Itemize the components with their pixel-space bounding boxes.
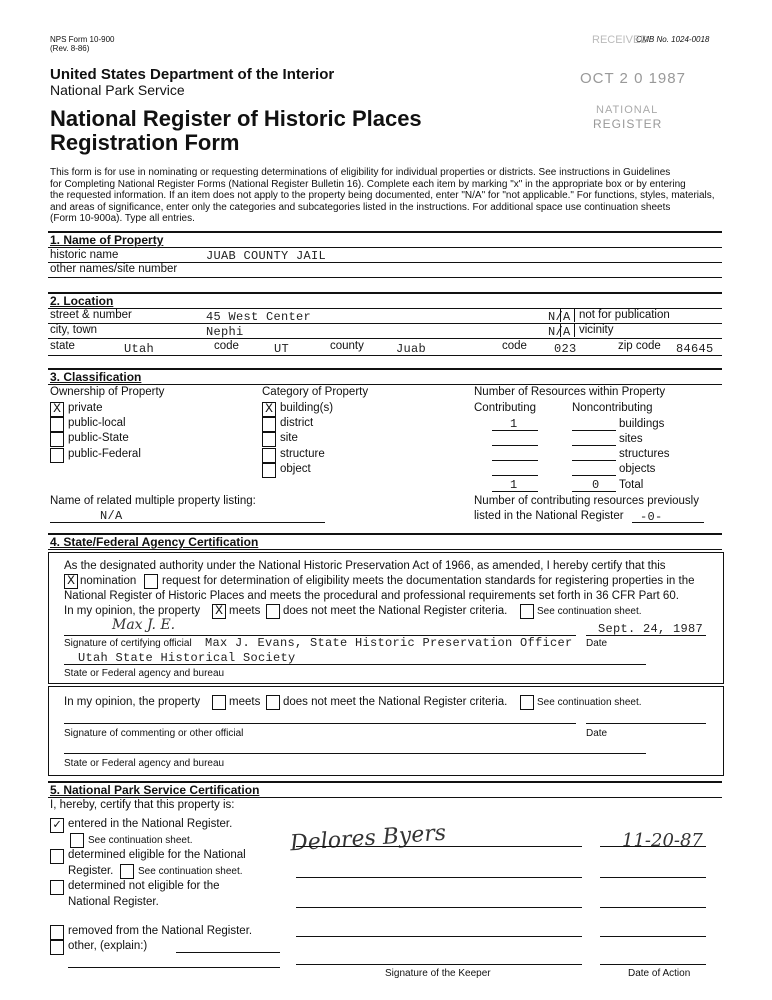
object-checkbox[interactable] — [262, 463, 276, 478]
keeper-signature-label: Signature of the Keeper — [385, 968, 491, 979]
stamp-national: NATIONAL — [596, 104, 659, 116]
not-for-publication-value[interactable]: N/A — [548, 310, 571, 324]
request-checkbox[interactable] — [144, 574, 158, 589]
district-checkbox[interactable] — [262, 417, 276, 432]
nomination-checkbox[interactable]: X — [64, 574, 78, 589]
see-continuation-checkbox[interactable] — [520, 604, 534, 619]
see-continuation-checkbox-2[interactable] — [520, 695, 534, 710]
private-checkbox[interactable]: X — [50, 402, 64, 417]
buildings-row-label: buildings — [619, 418, 665, 430]
service-name: National Park Service — [50, 82, 185, 98]
agency-label: State or Federal agency and bureau — [64, 668, 225, 679]
total-row-label: Total — [619, 479, 644, 491]
city-label: city, town — [50, 324, 98, 336]
determined-not-eligible-label-1: determined not eligible for the — [68, 880, 220, 892]
structure-label: structure — [280, 448, 325, 460]
instructions: This form is for use in nominating or requesting determinations of eligibility for individual properties or districts. See instructions in Guidelines for Completing National Register Forms (National Register Bulletin 16). Complete each item by marking "x" in the appropriate box or by entering the requested information. If an item does not apply to the property being documented, enter "N/A" for "not applicable." For functions, styles, materials, and areas of significance, enter only the categories and subcategories listed in the instructions. For additional space use continuation sheets (Form 10-900a). Type all entries. — [50, 167, 715, 225]
sites-row-label: sites — [619, 433, 643, 445]
department-name: United States Department of the Interior — [50, 66, 335, 83]
opinion-label: In my opinion, the property — [64, 605, 201, 617]
structures-row-label: structures — [619, 448, 670, 460]
buildings-contributing[interactable]: 1 — [510, 417, 518, 431]
meets-checkbox[interactable]: X — [212, 604, 226, 619]
site-label: site — [280, 432, 298, 444]
zip-label: zip code — [618, 340, 661, 352]
buildings-category-label: building(s) — [280, 402, 334, 414]
section-3-heading: 3. Classification — [50, 370, 142, 384]
total-noncontributing[interactable]: 0 — [592, 478, 600, 492]
public-state-label: public-State — [68, 432, 129, 444]
site-checkbox[interactable] — [262, 432, 276, 447]
agency-label-2: State or Federal agency and bureau — [64, 758, 225, 769]
public-local-checkbox[interactable] — [50, 417, 64, 432]
form-title-line2: Registration Form — [50, 130, 240, 155]
resources-label: Number of Resources within Property — [474, 386, 666, 398]
commenting-signature-label: Signature of commenting or other official — [64, 728, 244, 739]
previously-listed-line2: listed in the National Register — [474, 510, 624, 522]
form-number: NPS Form 10-900 — [50, 35, 115, 44]
form-revision: (Rev. 8-86) — [50, 44, 90, 53]
other-checkbox[interactable] — [50, 940, 64, 955]
category-label: Category of Property — [262, 386, 369, 398]
nomination-label: nomination — [80, 575, 137, 587]
omb-number: OMB No. 1024-0018 — [636, 35, 710, 44]
entered-continuation-checkbox[interactable] — [70, 833, 84, 848]
determined-not-eligible-label-2: National Register. — [68, 896, 159, 908]
request-label: request for determination of eligibility meets the documentation standards for registering properties in the — [162, 575, 695, 587]
public-federal-checkbox[interactable] — [50, 448, 64, 463]
removed-checkbox[interactable] — [50, 925, 64, 940]
certifying-official-name[interactable]: Max J. Evans, State Historic Preservation Officer — [205, 636, 573, 650]
state-code-label: code — [214, 340, 239, 352]
nps-intro: I, hereby, certify that this property is: — [50, 799, 235, 811]
section-2-rule — [48, 292, 722, 294]
state-label: state — [50, 340, 75, 352]
historic-name-label: historic name — [50, 249, 119, 261]
does-not-meet-checkbox[interactable] — [266, 604, 280, 619]
buildings-checkbox[interactable]: X — [262, 402, 276, 417]
signature-label: Signature of certifying official — [64, 638, 192, 649]
state-value[interactable]: Utah — [124, 342, 155, 356]
eligible-continuation-checkbox[interactable] — [120, 864, 134, 879]
street-label: street & number — [50, 309, 132, 321]
cert-date-label: Date — [586, 638, 608, 649]
stamp-register: REGISTER — [593, 117, 663, 131]
cert-date-value[interactable]: Sept. 24, 1987 — [598, 622, 704, 636]
county-code-value[interactable]: 023 — [554, 342, 577, 356]
eligible-continuation-label: See continuation sheet. — [138, 866, 243, 877]
public-local-label: public-local — [68, 417, 126, 429]
determined-not-eligible-checkbox[interactable] — [50, 880, 64, 895]
meets-label-2: meets — [229, 696, 261, 708]
commenting-date-label: Date — [586, 728, 608, 739]
street-value[interactable]: 45 West Center — [206, 310, 312, 324]
section-1-heading: 1. Name of Property — [50, 233, 164, 247]
other-label: other, (explain:) — [68, 940, 148, 952]
related-listing-value[interactable]: N/A — [100, 509, 123, 523]
district-label: district — [280, 417, 314, 429]
vicinity-label: vicinity — [579, 324, 614, 336]
private-label: private — [68, 402, 103, 414]
historic-name-value[interactable]: JUAB COUNTY JAIL — [206, 249, 327, 263]
agency-value[interactable]: Utah State Historical Society — [78, 651, 296, 665]
city-value[interactable]: Nephi — [206, 325, 244, 339]
section-3-rule — [48, 368, 722, 370]
previously-listed-line1: Number of contributing resources previously — [474, 495, 699, 507]
action-date-value: 11-20-87 — [622, 830, 703, 851]
does-not-meet-checkbox-2[interactable] — [266, 695, 280, 710]
section-5-heading: 5. National Park Service Certification — [50, 783, 260, 797]
county-code-label: code — [502, 340, 527, 352]
entered-label: entered in the National Register. — [68, 818, 233, 830]
entered-continuation-label: See continuation sheet. — [88, 835, 193, 846]
state-code-value[interactable]: UT — [274, 342, 290, 356]
meets-checkbox-2[interactable] — [212, 695, 226, 710]
county-label: county — [330, 340, 364, 352]
objects-row-label: objects — [619, 463, 656, 475]
certifying-signature: Max J. E. — [112, 617, 176, 633]
see-continuation-label-2: See continuation sheet. — [537, 697, 642, 708]
does-not-meet-label-2: does not meet the National Register criteria. — [283, 696, 508, 708]
removed-label: removed from the National Register. — [68, 925, 253, 937]
total-contributing[interactable]: 1 — [510, 478, 518, 492]
certification-text-line3: National Register of Historic Places and meets the procedural and professional requirements set forth in 36 CFR Part 60. — [64, 590, 679, 602]
determined-eligible-checkbox[interactable] — [50, 849, 64, 864]
public-state-checkbox[interactable] — [50, 432, 64, 447]
does-not-meet-label: does not meet the National Register criteria. — [283, 605, 508, 617]
date-of-action-label: Date of Action — [628, 968, 691, 979]
related-listing-label: Name of related multiple property listing: — [50, 495, 256, 507]
vicinity-value[interactable]: N/A — [548, 325, 571, 339]
entered-checkbox[interactable]: ✓ — [50, 818, 64, 833]
previously-listed-value[interactable]: -0- — [640, 510, 663, 524]
form-title-line1: National Register of Historic Places — [50, 106, 422, 131]
determined-eligible-label-1: determined eligible for the National — [68, 849, 246, 861]
determined-eligible-label-2: Register. — [68, 865, 114, 877]
meets-label: meets — [229, 605, 261, 617]
ownership-label: Ownership of Property — [50, 386, 165, 398]
zip-value[interactable]: 84645 — [676, 342, 714, 356]
object-label: object — [280, 463, 311, 475]
section-4-heading: 4. State/Federal Agency Certification — [50, 535, 259, 549]
section-2-heading: 2. Location — [50, 294, 114, 308]
public-federal-label: public-Federal — [68, 448, 141, 460]
contributing-label: Contributing — [474, 402, 537, 414]
stamp-date: OCT 2 0 1987 — [580, 70, 686, 87]
not-for-publication-label: not for publication — [579, 309, 670, 321]
received-stamp: RECEIVED — [592, 34, 649, 46]
certification-text-line1: As the designated authority under the National Historic Preservation Act of 1966, as amended, I hereby certify that this — [64, 560, 666, 572]
keeper-signature: Delores Byers — [289, 820, 447, 857]
other-names-label: other names/site number — [50, 263, 178, 275]
noncontributing-label: Noncontributing — [572, 402, 653, 414]
county-value[interactable]: Juab — [396, 342, 427, 356]
structure-checkbox[interactable] — [262, 448, 276, 463]
opinion-label-2: In my opinion, the property — [64, 696, 201, 708]
see-continuation-label: See continuation sheet. — [537, 606, 642, 617]
